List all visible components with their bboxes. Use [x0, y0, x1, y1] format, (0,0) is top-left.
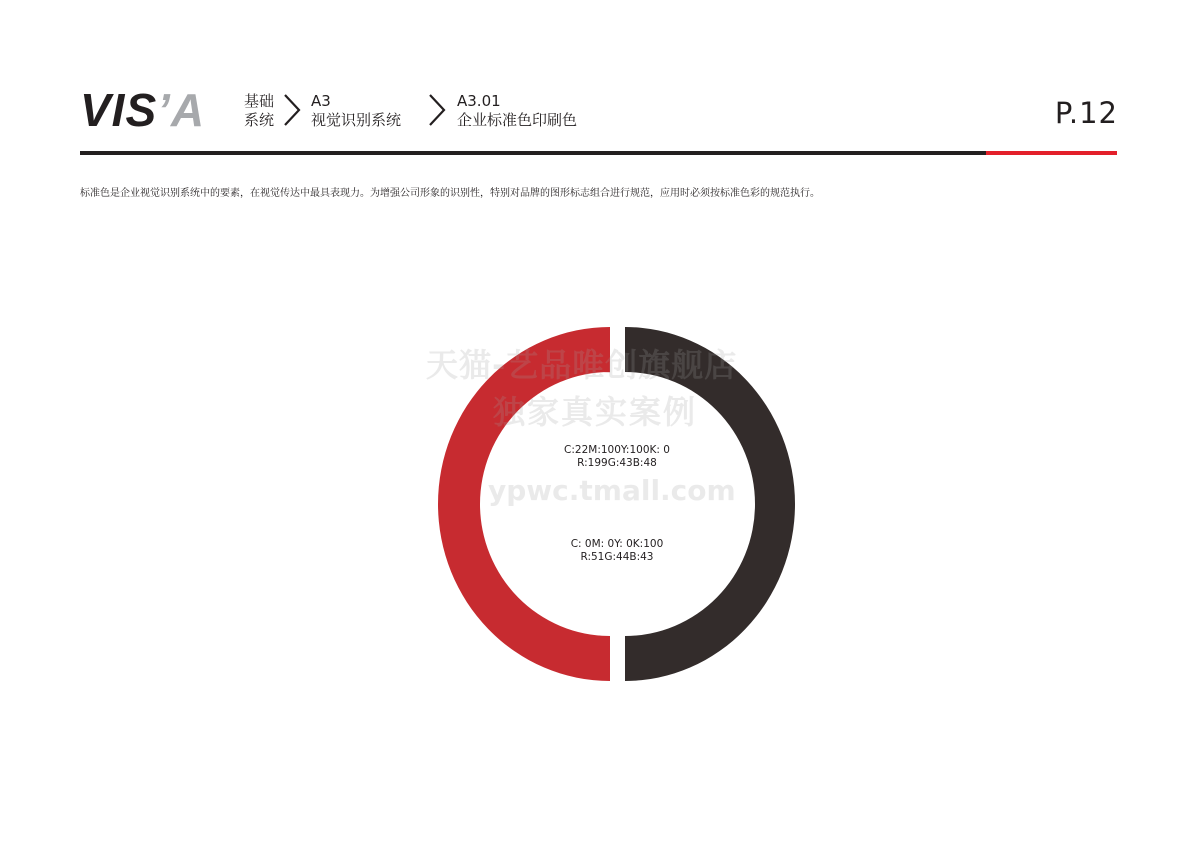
- breadcrumb-chapter-title: 视觉识别系统: [311, 111, 402, 129]
- breadcrumb-item-title: 企业标准色印刷色: [457, 111, 578, 129]
- breadcrumb-section-line2: 系统: [244, 111, 275, 129]
- breadcrumb-chapter-code: A3: [311, 92, 331, 110]
- intro-text: 标准色是企业视觉识别系统中的要素，在视觉传达中最具表现力。为增强公司形象的识别性，特别对品牌的图形标志组合进行规范，应用时必须按标准色彩的规范执行。: [80, 188, 820, 199]
- watermark-line2: 独家真实案例: [493, 393, 698, 431]
- breadcrumb-item-code: A3.01: [457, 92, 501, 110]
- swatch-red-values: [497, 444, 737, 470]
- swatch-black-values: [497, 538, 737, 564]
- breadcrumb-section-line1: 基础: [244, 92, 275, 110]
- watermark-url: ypwc.tmall.com: [488, 474, 736, 507]
- swatch-black-cmyk: C: 0M: 0Y: 0K:100: [570, 538, 664, 550]
- brand-logo: VIS’A: [80, 84, 206, 136]
- page-number: P.12: [1054, 96, 1118, 130]
- swatch-red-cmyk: C:22M:100Y:100K: 0: [564, 444, 670, 456]
- swatch-red-rgb: R:199G:43B:48: [577, 457, 657, 469]
- watermark-line1: 天猫-艺品唯创旗舰店: [426, 346, 738, 384]
- swatch-black-rgb: R:51G:44B:43: [580, 551, 654, 563]
